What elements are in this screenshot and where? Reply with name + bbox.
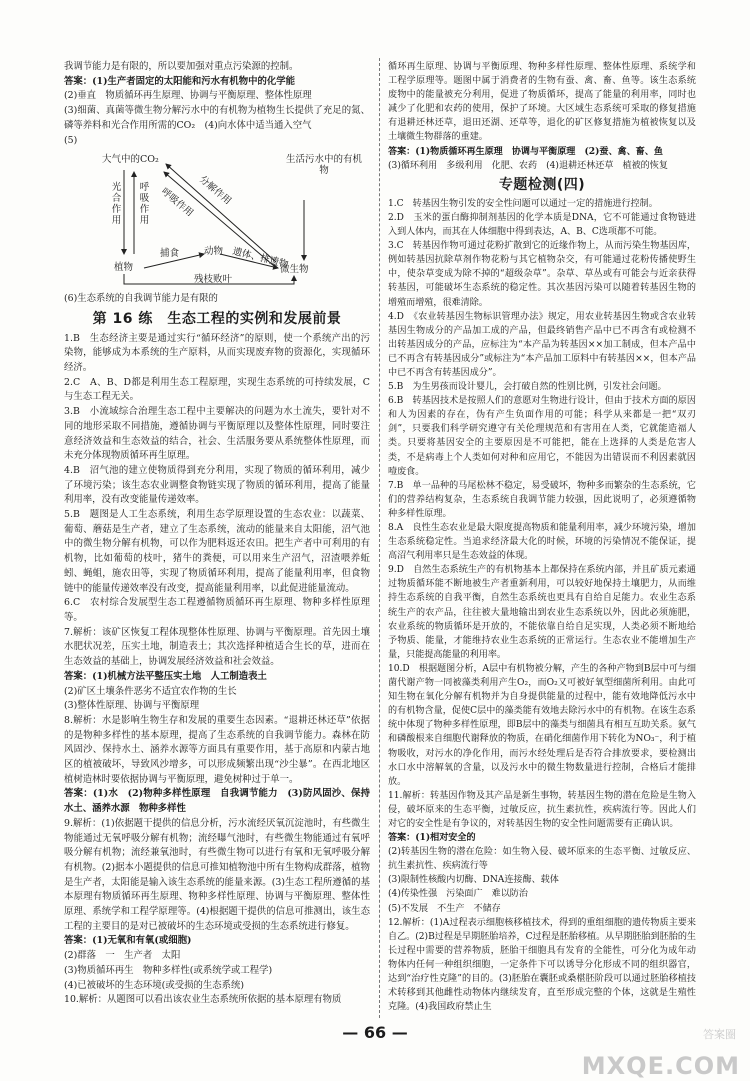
right-column bbox=[388, 60, 696, 1014]
right-top-3: (3)循环利用 多级利用 化肥、农药 (4)退耕还林还草 植被的恢复 bbox=[388, 160, 668, 171]
watermark: MXQE.COM bbox=[581, 1051, 740, 1080]
photosynthesis-label: 光合作用 bbox=[111, 182, 122, 227]
remains-label: 遗体、排遗物 bbox=[231, 246, 290, 271]
right-item-11-answer-4: (4)传染性强 污染面广 难以防治 bbox=[388, 889, 528, 900]
left-item-9-answer: 答案：(1)无氧和有氧(或细胞) bbox=[64, 935, 192, 947]
right-top-2: 答案：(1)物质循环再生原理 协调与平衡原理 (2)蚕、禽、畜、鱼 bbox=[388, 145, 663, 157]
left-item-9-answer-3: (3)物质循环再生 物种多样性(或系统学或工程学) bbox=[64, 964, 273, 976]
left-item-6: 6.C 农村综合发展型生态工程遵循物质循环再生原理、物种多样性原理等。 bbox=[64, 597, 370, 623]
right-item-9: 9.D 自然生态系统生产的有机物基本上都保持在系统内部，并且矿质元素通过物质循环能不断地被生产者重新利用，可以较好地保持土壤肥力，从而维持生态系统的自我平衡，自然生态系统也更具有自给自足能力。农业生态系统生产的农产品，往往被大量地输出到农业生态系统以外，因此必须施肥，农业系统的物质循环是开放的，不能依靠自给自足实现，人类必须不断地给予物质、能量，才能维持农业生态系统的正常运行。生态农业不能增加生产量，只能提高能量的利用率。 bbox=[388, 565, 696, 660]
left-item-5: 5.B 题图是人工生态系统，利用生态学原理设置的生态农业：以蔬菜、葡萄、蘑菇是生产者，建立了生态系统，流动的能量来自太阳能，沼气池中的微生物分解有机物，可以作为肥料返还农田。把生产者中可利用的有机物，比如葡萄的枝叶，猪牛的粪便，可以用来生产沼气，沼渣喂养蚯蚓、蝇蛆，施农田等，实现了物质循环利用，提高了能量利用率，但食物链中的能量传递效率没有改变，提高能量利用率，以此促进能量流动。 bbox=[64, 509, 370, 594]
left-item-1: 1.B 生态经济主要是通过实行“循环经济”的原则，使一个系统产出的污染物，能够成为本系统的生产原料，从而实现废弃物的资源化，实现循环经济。 bbox=[64, 332, 370, 374]
right-item-5: 5.B 为生男孩而设计婴儿，会打破自然的性别比例，引发社会问题。 bbox=[388, 382, 667, 393]
watermark-small: 答案圈 bbox=[703, 1027, 736, 1041]
co2-node: 大气中的CO₂ bbox=[102, 154, 159, 166]
left-item-9: 9.解析：(1)依据题干提供的信息分析，污水流经厌氧沉淀池时，有些微生物能通过无氧呼吸分解有机物；流经曝气池时，有些微生物能通过有氧呼吸分解有机物；流经兼氧池时，有些微生物可以进行有氧和无氧呼吸分解有机物。(2)据本小题提供的信息可推知植物池中所有生物构成群落，植物是生产者，太阳能是输入该生态系统的能量来源。(3)生态工程所遵循的基本原理有物质循环再生原理、物种多样性原理、协调与平衡原理、整体性原理、系统学和工程学原理等。(4)根据题干提供的信息可推测出，该生态工程的主要目的是对已被破坏的生态环境或受损的生态系统进行修复。 bbox=[64, 817, 370, 932]
respiration-label-2: 呼吸作用 bbox=[158, 186, 196, 220]
page-number: — 66 — bbox=[342, 1023, 408, 1042]
section-title-test4: 专题检测(四) bbox=[498, 176, 586, 193]
left-item-7: 7.解析：该矿区恢复工程体现整体性原理、协调与平衡原理。首先因土壤水肥状况差，压实土地，制造表土；其次选择种植适合生长的草，进而在生态效益的基础上，协调发展经济效益和社会效益。 bbox=[64, 626, 370, 668]
right-item-3: 3.C 转基因作物可通过花粉扩散到它的近缘作物上，从而污染生物基因库，例如转基因抗除草剂作物花粉与其它植物杂交，有可能通过花粉传播使野生中，使杂草变成为除不掉的“超级杂草”。杂草、草丛或有可能会与近亲获得转基因，可能破坏生态系统的稳定性。其次基因污染可以随着转基因生物的增殖而增殖，很难清除。 bbox=[388, 241, 696, 308]
right-item-4: 4.D 《农业转基因生物标识管理办法》规定，用农业转基因生物或含农业转基因生物成分的产品加工成的产品，但最终销售产品中已不再含有或检测不出转基因成分的产品，应标注为“本产品为转基因××加工制成，但本产品中已不再含有转基因成分”或标注为“本产品加工原料中有转基因××，但本产品中已不再含有转基因成分”。 bbox=[388, 311, 696, 378]
right-item-11-answer-2: (2)转基因生物的潜在危险：如生物入侵、破坏原来的生态平衡、过敏反应、抗生素抗性、疾病流行等 bbox=[388, 847, 696, 872]
right-item-11-answer: 答案：(1)相对安全的 bbox=[388, 832, 476, 844]
right-item-10: 10.D 根据题图分析，A层中有机物被分解，产生的各种产物到B层中可与细菌代谢产物一同被藻类利用产生O₂，而O₂又可被好氧型细菌所利用。由此可知生物在氧化分解有机物并为自身提供能量的过程中，能有效地降低污水中的有机物含量，促使C层中的藻类能有效地去除污水中的有机物。在该生态系统中体现了物种多样性原理，即B层中的藻类与细菌具有相互互助关系。氨气和磷酸根来自细胞代谢释放的物质，在硝化细菌作用下转化为NO₃⁻，利于植物吸收，对污水的净化作用，而污水经处理后是否符合排放要求，要检测出水口水中溶解氧的含量，以及污水中的微生物数量进行控制，合格后才能排放。 bbox=[388, 663, 696, 787]
carbon-cycle-diagram bbox=[84, 150, 384, 290]
microbe-node: 微生物 bbox=[280, 264, 309, 276]
left-item-4: 4.B 沼气池的建立使物质得到充分利用，实现了物质的循环利用，减少了环境污染；该生态农业调整食物链实现了物质的循环利用，提高了能量利用率，没有改变能量传递效率。 bbox=[64, 464, 370, 506]
left-item-8: 8.解析：水是影响生物生存和发展的重要生态因素。“退耕还林还草”依据的是物种多样性的基本原理，提高了生态系统的自我调节能力。森林在防风固沙、保持水土、涵养水源等方面具有重要作用，基于高原和内蒙古地区的植被破坏，导致风沙增多，可以形成频繁出现“沙尘暴”。在西北地区植树造林时要依据协调与平衡原理，避免树种过于单一。 bbox=[64, 714, 370, 785]
sewage-node: 生活污水中的有机物 bbox=[285, 154, 362, 177]
after-diagram-line: (6)生态系统的自我调节能力是有限的 bbox=[64, 293, 218, 305]
left-item-7-answer-2: (2)矿区土壤条件恶劣不适宜农作物的生长 bbox=[64, 685, 237, 697]
predation-label: 捕食 bbox=[160, 248, 180, 260]
right-top-1: 循环再生原理、协调与平衡原理、物种多样性原理、整体性原理、系统学和工程学原理等。题图中属于消费者的生物有蚕、禽、畜、鱼等。该生态系统废物中的能量被充分利用，促进了物质循环，提高了能量的利用率，同时也减少了化肥和农药的使用，保护了环境。大区域生态系统可采取的修复措施有退耕还林还草，退田还湖、还草等，退化的矿区修复措施为植被恢复以及土壤微生物群落的重建。 bbox=[388, 62, 696, 143]
right-item-11-answer-5: (5)不发展 不生产 不储存 bbox=[388, 903, 501, 914]
left-item-9-answer-4: (4)已被破坏的生态环境(或受损的生态系统) bbox=[64, 979, 244, 991]
left-item-10: 10.解析：从题图可以看出该农业生态系统所依据的基本原理有物质 bbox=[64, 994, 342, 1006]
right-item-1: 1.C 转基因生物引发的安全性问题可以通过一定的措施进行控制。 bbox=[388, 198, 658, 209]
right-item-8: 8.A 良性生态农业是最大限度提高物质和能量利用率，减少环境污染，增加生态系统稳定性。当追求经济最大化的时候，环境的污染情况不能保证，提高沼气利用率只是生态效益的体现。 bbox=[388, 523, 696, 562]
right-item-7: 7.B 单一品种的马尾松林不稳定，易受破坏，物种多而繁杂的生态系统，它们的营养结构复杂，生态系统自我调节能力较强，因此说明了，必须遵循物种多样性原理。 bbox=[388, 480, 696, 519]
left-item-2: 2.C A、B、D都是利用生态工程原理，实现生态系统的可持续发展，C与生态工程无关。 bbox=[64, 376, 370, 403]
right-item-12: 12.解析：(1)A过程表示细胞核移植技术，得到的重组细胞的遗传物质主要来自乙。(2)B过程是早期胚胎培养，C过程是胚胎移植。从早期胚胎到胚胎的生长过程中需要的营养物质，胚胎干细胞具有发育的全能性，可分化为成年动物体内任何一种组织细胞，一定条件下可以诱导分化形成不同的组织器官，达到“治疗性克隆”的目的。(3)胚胎在囊胚或桑椹胚阶段可以通过胚胎移植技术转移到其他雌性动物体内继续发育，直至形成完整的个体，这就是生殖性克隆。(4)我国政府禁止生 bbox=[388, 917, 696, 1013]
right-item-11-answer-3: (3)限制性核酸内切酶、DNA连接酶、载体 bbox=[388, 875, 559, 886]
intro-line-3: (2)垂直 物质循环再生原理、协调与平衡原理、整体性原理 bbox=[64, 90, 312, 102]
left-item-7-answer: 答案：(1)机械方法平整压实土地 人工制造表土 bbox=[64, 670, 267, 682]
left-item-8-answer: 答案：(1)水 (2)物种多样性原理 自我调节能力 (3)防风固沙、保持水土、涵养水源 物种多样性 bbox=[64, 788, 370, 815]
decomposition-label: 分解作用 bbox=[196, 174, 234, 208]
respiration-label-1: 呼吸作用 bbox=[139, 182, 150, 227]
plant-node: 植物 bbox=[114, 262, 134, 274]
intro-line-1: 我调节能力是有限的，所以要加强对重点污染源的控制。 bbox=[64, 61, 299, 72]
litter-label: 残枝败叶 bbox=[194, 274, 233, 286]
intro-line-5: (5) bbox=[64, 134, 78, 146]
section-title-16: 第 16 练 生态工程的实例和发展前景 bbox=[92, 310, 342, 327]
intro-line-4: (3)细菌、真菌等微生物分解污水中的有机物为植物生长提供了充足的氮、磷等养料和光合作用所需的CO₂ (4)向水体中适当通入空气 bbox=[64, 105, 370, 131]
left-item-3: 3.B 小流域综合治理生态工程中主要解决的问题为水土流失，要针对不同的地形采取不同措施，遵循协调与平衡原理以及整体性原理，同时要注意经济效益和生态效益的结合，社会、生活服务要从系统整体性原理，而未充分体现物质循环再生原理。 bbox=[64, 406, 370, 462]
left-item-9-answer-2: (2)群落 一 生产者 太阳 bbox=[64, 950, 181, 962]
animal-node: 动物 bbox=[204, 246, 224, 258]
right-item-6: 6.B 转基因技术是按照人们的意愿对生物进行设计，但由于技术方面的原因和人为因素的存在，伪有产生负面作用的可能；科学从来都是一把“双刃剑”，只要我们科学研究遵守有关伦理规范和有害用在人类，它就能造福人类。只要将基因安全的主要原因是不可能把，能在上选择的人类是危害人类，不是病毒上个人类如何对种和应用它，不能因为出错误而不利因素就因噎废食。 bbox=[388, 396, 696, 477]
right-item-11: 11.解析：转基因作物及其产品是新生事物，转基因生物的潜在危险是生物入侵，破坏原来的生态平衡，过敏反应，抗生素抗性，疾病流行等。因此人们对它的安全性是有争议的，对转基因生物的安全性问题需要有正确认识。 bbox=[388, 790, 696, 829]
right-item-2: 2.D 玉米的蛋白酶抑制剂基因的化学本质是DNA，它不可能通过食物链进入到人体内，而其在人体细胞中得到表达，A、B、C选项都不可能。 bbox=[388, 212, 696, 238]
intro-line-2: 答案：(1)生产者固定的太阳能和污水有机物中的化学能 bbox=[64, 75, 296, 87]
left-item-7-answer-3: (3)整体性原理、协调与平衡原理 bbox=[64, 700, 200, 712]
left-column bbox=[64, 60, 370, 1008]
